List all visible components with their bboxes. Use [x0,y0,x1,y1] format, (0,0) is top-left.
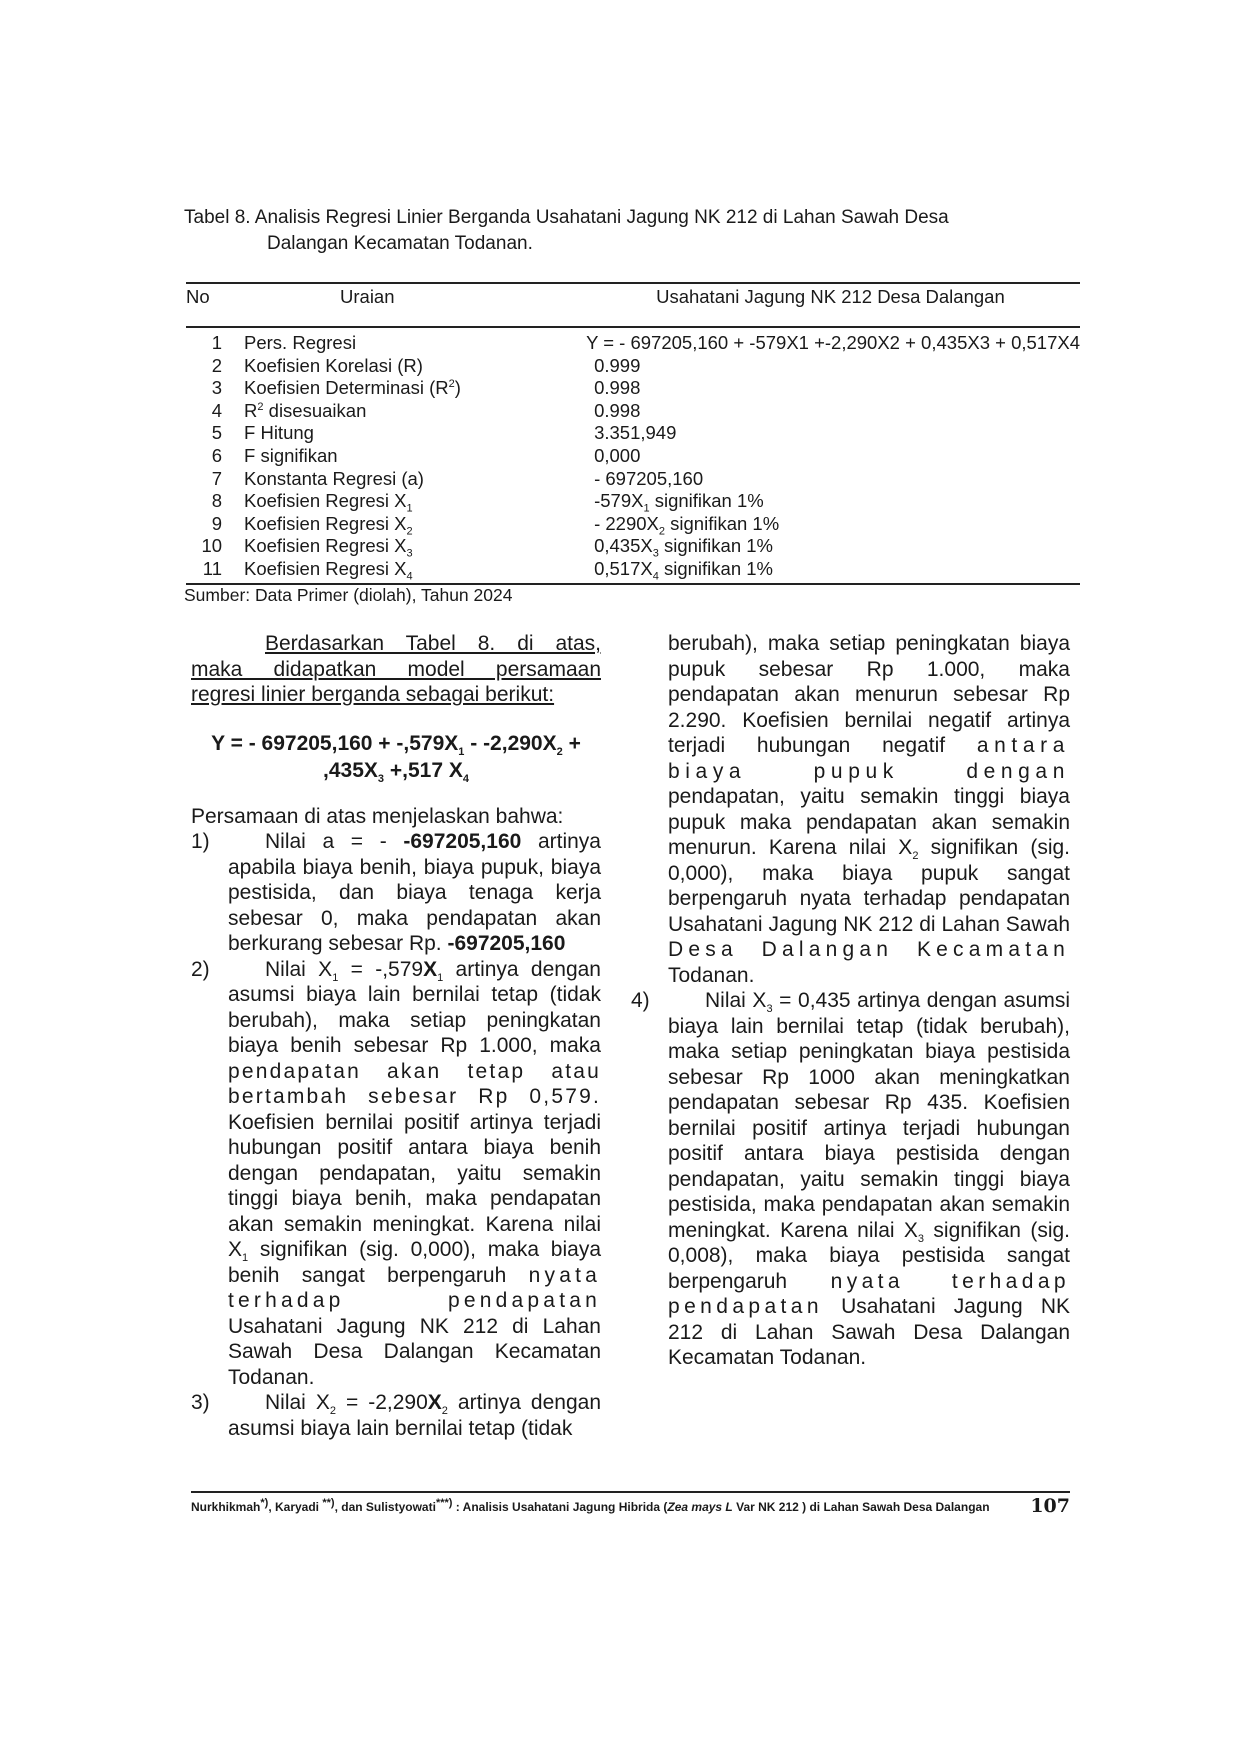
item-text: Koefisien bernilai positif artinya terjadi hubungan positif antara biaya benih dengan pendapatan, yaitu semakin tinggi biaya benih, maka pendapatan akan semakin meningkat. Karena nilai X [228,1110,601,1261]
equation-subscript: 2 [556,745,563,758]
item-text: pendapatan, yaitu semakin tinggi biaya pupuk maka pendapatan akan semakin menurun. Karena nilai X [668,785,1070,859]
list-item-1 [191,829,601,957]
equation-part: +,517 X [384,758,463,782]
cell-value [586,355,1080,378]
cell-subscript: 3 [406,548,413,561]
cell-text: Koefisien Determinasi (R [244,377,449,399]
cell-value [586,468,1080,491]
cell-value [586,558,1080,584]
cell-uraian [244,490,586,513]
item-text: Nilai X [705,989,767,1012]
cell-text: F Hitung [244,422,314,444]
cell-no: 2 [211,354,223,376]
cell-text: Koefisien Regresi X [244,512,407,534]
cell-text: signifikan 1% [658,557,773,579]
table-caption-line2: Dalangan Kecamatan Todanan. [267,233,533,254]
item-text: = 0,435 artinya dengan asumsi biaya lain bernilai tetap (tidak berubah), maka setiap peningkatan biaya pestisida sebesar Rp 1000 akan meningkatkan pendapatan sebesar Rp 435. Koefisien bernilai positif artinya terjadi hubungan positif antara biaya pestisida dengan pendapatan, yaitu semakin tinggi biaya pestisida, maka pendapatan akan semakin meningkat. Karena nilai X [668,989,1070,1242]
cell-subscript: 2 [658,525,665,538]
footer-text: : Analisis Usahatani Jagung Hibrida ( [452,1500,668,1514]
item-text: Usahatani Jagung NK 212 di Lahan Sawah Desa Dalangan Kecamatan Todanan. [668,1295,1070,1369]
cell-text: 0.999 [594,354,641,376]
list-number: 1) [191,830,210,853]
item-subscript: 1 [437,971,444,984]
item-text: = -2,290 [335,1391,428,1414]
cell-text: 3.351,949 [594,422,677,444]
item-subscript: 3 [917,1232,925,1245]
item-text: Nilai X [265,1391,330,1414]
cell-uraian [244,355,586,378]
table-body [186,327,1080,584]
item-text: Nilai a = - [265,830,404,853]
list-number: 2) [191,957,210,981]
cell-uraian [244,558,586,584]
cell-value [586,535,1080,561]
cell-text: 0,517X [594,557,653,579]
equation-part: + [562,731,581,755]
table-caption-line1: Tabel 8. Analisis Regresi Linier Berganda Usahatani Jagung NK 212 di Lahan Sawah Desa [184,207,949,228]
item-text: nyata terhadap pendapatan [668,1269,1070,1318]
right-column [631,631,1071,1371]
cell-text: Konstanta Regresi (a) [244,467,424,489]
table-row [186,422,1080,445]
cell-no: 7 [211,467,223,489]
cell-superscript: 2 [257,400,264,413]
cell-text: F signifikan [244,444,338,466]
cell-text: signifikan 1% [665,512,780,534]
table-row [186,400,1080,423]
item-subscript: 2 [329,1405,336,1418]
cell-value [586,513,1080,536]
item-text: Todanan. [668,963,755,987]
cell-text: Koefisien Regresi X [244,535,407,557]
cell-value [586,377,1080,400]
header-value: Usahatani Jagung NK 212 Desa Dalangan [656,286,1005,307]
item-subscript: 2 [912,850,919,863]
footer-sup: **) [322,1497,335,1509]
list-item-4 [631,988,1071,1371]
item-text: = -,579 [338,957,424,981]
page-number: 107 [1030,1495,1070,1517]
cell-value [586,327,1080,355]
cell-text: signifikan 1% [658,535,773,557]
footer-text: Nurkhikmah [191,1500,261,1514]
cell-no: 3 [211,377,223,399]
item-text: antara biaya pupuk dengan [668,734,1070,783]
table-row [186,377,1080,400]
footer-text: , dan Sulistyowati [334,1500,436,1514]
cell-no: 9 [211,512,223,534]
item-subscript: 3 [766,1003,773,1016]
cell-uraian [244,445,586,468]
explanation-intro: Persamaan di atas menjelaskan bahwa: [191,804,564,828]
cell-value [586,400,1080,423]
cell-uraian [244,377,586,400]
header-uraian: Uraian [340,286,395,307]
cell-text: Pers. Regresi [244,332,357,353]
item-text: berubah), maka setiap peningkatan biaya pupuk sebesar Rp 1.000, maka pendapatan akan menurun sebesar Rp 2.290. Koefisien bernilai negatif artinya terjadi hubungan negatif [668,632,1070,757]
equation-part: - -2,290X [464,731,557,755]
item-text: pendapatan akan tetap atau bertambah sebesar Rp 0,579. [228,1059,601,1108]
regression-equation [191,730,601,784]
cell-value [586,422,1080,445]
cell-text: - 2290X [594,512,659,534]
table-row [186,490,1080,513]
cell-text: R [244,399,258,421]
item-subscript: 1 [242,1252,249,1265]
cell-no: 4 [211,399,223,421]
equation-subscript: 3 [377,772,385,785]
cell-uraian [244,400,586,423]
table-row [186,558,1080,584]
item-subscript: 2 [441,1405,448,1418]
cell-text: -579X [594,490,644,512]
cell-text: Koefisien Korelasi (R) [244,354,423,376]
cell-no: 1 [211,332,223,353]
intro-line-2: maka didapatkan model persamaan [191,657,601,681]
cell-value [586,445,1080,468]
footer-sup: *) [260,1497,269,1509]
table-row [186,535,1080,558]
item-text: signifikan (sig. 0,000), maka biaya benih sangat berpengaruh [228,1238,601,1287]
cell-text: Y = - 697205,160 + -579X1 +-2,290X2 + 0,435X3 + 0,517X4 [586,332,1080,353]
list-number: 3) [191,1391,210,1414]
item-text: signifikan (sig. 0,008), maka biaya pestisida sangat berpengaruh [668,1218,1071,1293]
item-bold: X [423,957,438,981]
item-text: artinya dengan asumsi biaya lain bernilai tetap (tidak [228,1391,601,1440]
cell-subscript: 3 [652,548,659,561]
cell-subscript: 2 [406,525,413,538]
cell-no: 10 [201,535,223,557]
table-caption [184,205,1084,257]
intro-line-3: regresi linier berganda sebagai berikut: [191,683,555,706]
cell-no: 5 [211,422,223,444]
cell-text: 0.998 [594,399,641,421]
equation-part: Y = - 697205,160 + -,579X [211,731,459,755]
cell-text: ) [454,377,461,399]
item-3-continuation [668,631,1070,988]
cell-uraian [244,468,586,491]
footer-rule [191,1491,1070,1493]
cell-subscript: 1 [406,502,413,515]
footer-species: Zea mays L [667,1500,733,1514]
footer-text: Var NK 212 ) di Lahan Sawah Desa Dalangan [732,1500,990,1514]
item-bold: X [427,1391,442,1414]
item-bold: -697205,160 [403,830,522,853]
item-subscript: 1 [332,971,339,984]
table-row [186,445,1080,468]
table-row [186,513,1080,536]
intro-line-1: Berdasarkan Tabel 8. di atas, [265,632,601,655]
cell-value [586,490,1080,513]
footer-citation [191,1497,990,1514]
equation-subscript: 4 [462,772,469,785]
item-bold: -697205,160 [447,932,566,955]
cell-text: 0,435X [594,535,653,557]
item-text: artinya dengan asumsi biaya lain bernilai tetap (tidak berubah), maka setiap peningkatan biaya benih sebesar Rp 1.000, maka [228,957,601,1057]
cell-no: 6 [211,444,223,466]
list-item-3 [191,1390,601,1441]
regression-table [186,282,1080,585]
cell-text: 0,000 [594,444,641,466]
cell-subscript: 4 [652,570,659,583]
cell-text: disesuaikan [263,399,367,421]
cell-text: 0.998 [594,377,641,399]
equation-part: ,435X [323,758,378,782]
cell-uraian [244,327,586,355]
item-text: nyata terhadap pendapatan [228,1263,601,1312]
table-source: Sumber: Data Primer (diolah), Tahun 2024 [184,585,513,605]
table-row [186,327,1080,355]
list-item-2 [191,957,601,1391]
item-text: Desa Dalangan Kecamatan [668,938,1070,961]
table-row [186,355,1080,378]
item-text: signifikan (sig. 0,000), maka biaya pupuk sangat berpengaruh nyata terhadap pendapatan Usahatani Jagung NK 212 di Lahan Sawah [668,836,1070,936]
item-text: Nilai X [265,957,333,981]
left-column [191,631,601,1441]
cell-subscript: 1 [643,502,650,515]
cell-text: - 697205,160 [594,467,704,489]
cell-uraian [244,513,586,536]
cell-uraian [244,535,586,561]
cell-subscript: 4 [406,570,413,583]
cell-uraian [244,422,586,445]
item-text: artinya apabila biaya benih, biaya pupuk, biaya pestisida, dan biaya tenaga kerja sebesar 0, maka pendapatan akan berkurang sebesar Rp. [228,830,601,955]
cell-text: Koefisien Regresi X [244,490,407,512]
list-number: 4) [631,989,650,1012]
cell-text: signifikan 1% [649,490,764,512]
cell-no: 8 [211,490,223,512]
table-row [186,468,1080,491]
footer-sup: ***) [435,1497,453,1509]
cell-text: Koefisien Regresi X [244,557,407,579]
cell-no: 11 [202,557,223,579]
header-no: No [186,286,210,307]
footer-text: , Karyadi [268,1500,323,1514]
item-text: Usahatani Jagung NK 212 di Lahan Sawah Desa Dalangan Kecamatan Todanan. [228,1314,601,1389]
table-header-row [186,283,1080,327]
cell-superscript: 2 [448,378,455,391]
equation-subscript: 1 [458,745,465,758]
